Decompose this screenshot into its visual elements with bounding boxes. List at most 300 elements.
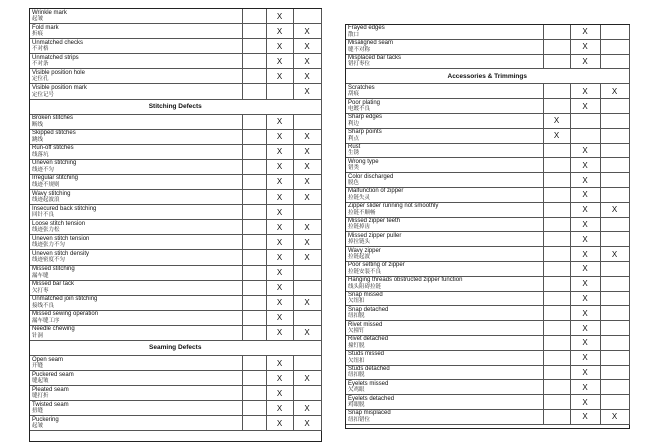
defect-name-en: Frayed edges [348, 25, 385, 32]
defect-name-en: Studs detached [348, 365, 390, 372]
severity-mark-cell [242, 265, 266, 280]
severity-mark-cell [293, 265, 321, 280]
severity-mark-cell: X [266, 416, 293, 431]
defect-name-en: Eyelets missed [348, 380, 389, 387]
defect-row [346, 395, 629, 410]
severity-mark-cell [543, 380, 570, 395]
severity-mark-cell [242, 386, 266, 401]
defect-name-en: Broken stitches [32, 115, 74, 122]
defect-label-cell [30, 9, 242, 24]
defect-name-en: Wavy zipper [348, 247, 381, 254]
defect-row [30, 325, 321, 340]
defect-name-en: Snap misplaced [348, 410, 391, 417]
severity-mark-cell: X [266, 39, 293, 54]
severity-mark-cell [543, 54, 570, 69]
defect-label-cell [30, 39, 242, 54]
defect-row [30, 114, 321, 129]
defect-name-zh: 折痕 [32, 31, 44, 38]
defect-label-cell [346, 291, 543, 306]
defect-name-en: Rivet detached [348, 336, 389, 343]
severity-mark-cell [543, 232, 570, 247]
severity-mark-cell [242, 250, 266, 265]
defect-label-cell [346, 395, 543, 410]
defect-row [30, 386, 321, 401]
defect-name-zh: 纽扣脱 [348, 313, 365, 320]
defect-name-zh: 拉链起波 [348, 254, 371, 261]
severity-mark-cell: X [570, 25, 600, 39]
defect-name-zh: 开缝 [32, 363, 44, 370]
severity-mark-cell [242, 129, 266, 144]
section-title: Accessories & Trimmings [346, 69, 629, 84]
defect-name-en: Puckered seam [32, 371, 74, 378]
severity-mark-cell [600, 173, 629, 188]
severity-mark-cell [600, 232, 629, 247]
defect-name-zh: 欠鸡眼 [348, 387, 365, 394]
defect-name-en: Hanging threads obstructed zipper function [348, 277, 463, 284]
severity-mark-cell [543, 247, 570, 262]
defect-row [30, 295, 321, 310]
severity-mark-cell [242, 9, 266, 24]
severity-mark-cell: X [293, 190, 321, 205]
section-title: Stitching Defects [30, 99, 321, 114]
severity-mark-cell [242, 325, 266, 340]
severity-mark-cell [543, 84, 570, 99]
defect-name-en: Misaligned seam [348, 40, 394, 47]
defect-label-cell [346, 39, 543, 54]
severity-mark-cell: X [293, 401, 321, 416]
defect-name-en: Rust [348, 143, 361, 150]
right-defect-sheet [345, 24, 630, 429]
defect-row [346, 247, 629, 262]
defect-label-cell [346, 380, 543, 395]
severity-mark-cell [600, 395, 629, 410]
defect-row [346, 158, 629, 173]
defect-name-zh: 接线不良 [32, 302, 55, 309]
severity-mark-cell: X [543, 113, 570, 128]
severity-mark-cell: X [266, 325, 293, 340]
defect-row [30, 129, 321, 144]
severity-mark-cell [600, 261, 629, 276]
defect-row [346, 261, 629, 276]
defect-row [30, 84, 321, 99]
defect-label-cell [30, 54, 242, 69]
defect-name-zh: 电镀不良 [348, 106, 371, 113]
severity-mark-cell [600, 365, 629, 380]
defect-name-zh: 漏车缝 [32, 272, 49, 279]
severity-mark-cell [242, 355, 266, 370]
defect-label-cell [30, 129, 242, 144]
severity-mark-cell: X [266, 355, 293, 370]
severity-mark-cell [600, 143, 629, 158]
severity-mark-cell: X [293, 84, 321, 99]
defect-name-zh: 拉链不顺畅 [348, 209, 376, 216]
defect-name-en: Unmatched strips [32, 54, 79, 61]
severity-mark-cell [543, 143, 570, 158]
severity-mark-cell: X [266, 386, 293, 401]
defect-name-zh: 线迹起波浪 [32, 197, 60, 204]
defect-name-en: Visible position hole [32, 69, 85, 76]
defect-label-cell [346, 54, 543, 69]
defect-label-cell [30, 401, 242, 416]
defect-name-zh: 纽扣脱 [348, 372, 365, 379]
severity-mark-cell: X [266, 205, 293, 220]
defect-name-zh: 拉链安装不良 [348, 268, 382, 275]
defect-name-en: Misplaced bar tacks [348, 54, 402, 61]
severity-mark-cell: X [570, 84, 600, 99]
severity-mark-cell: X [570, 306, 600, 321]
defect-name-en: Sharp points [348, 129, 382, 136]
severity-mark-cell: X [600, 202, 629, 217]
severity-mark-cell [242, 280, 266, 295]
severity-mark-cell: X [266, 190, 293, 205]
defect-label-cell [30, 220, 242, 235]
defect-name-zh: 针洞 [32, 332, 44, 339]
severity-mark-cell: X [266, 280, 293, 295]
severity-mark-cell: X [266, 235, 293, 250]
defect-label-cell [30, 190, 242, 205]
severity-mark-cell: X [293, 144, 321, 159]
severity-mark-cell [600, 25, 629, 39]
defect-row [346, 128, 629, 143]
defect-label-cell [30, 416, 242, 431]
severity-mark-cell: X [293, 325, 321, 340]
defect-label-cell [30, 280, 242, 295]
defect-label-cell [346, 84, 543, 99]
defect-label-cell [346, 143, 543, 158]
defect-name-zh: 缝起皱 [32, 378, 49, 385]
defect-row [346, 321, 629, 336]
severity-mark-cell: X [293, 250, 321, 265]
severity-mark-cell [242, 416, 266, 431]
defect-name-zh: 欠纽扣 [348, 357, 365, 364]
defect-label-cell [30, 325, 242, 340]
severity-mark-cell [600, 276, 629, 291]
severity-mark-cell [600, 335, 629, 350]
defect-name-en: Missed zipper teeth [348, 217, 401, 224]
defect-name-zh: 错类 [348, 165, 360, 172]
defect-name-en: Missed stitching [32, 266, 75, 273]
severity-mark-cell: X [293, 24, 321, 39]
defect-label-cell [30, 144, 242, 159]
defect-row [346, 350, 629, 365]
defect-name-en: Missed zipper puller [348, 232, 402, 239]
defect-name-en: Skipped stitches [32, 130, 76, 137]
defect-name-en: Missed sewing operation [32, 311, 99, 318]
defect-name-zh: 拉链失灵 [348, 194, 371, 201]
defect-row [30, 310, 321, 325]
severity-mark-cell [242, 310, 266, 325]
severity-mark-cell: X [266, 174, 293, 189]
severity-mark-cell [543, 335, 570, 350]
severity-mark-cell: X [570, 217, 600, 232]
defect-name-en: Wavy stitching [32, 190, 71, 197]
defect-label-cell [30, 174, 242, 189]
defect-name-en: Irregular stitching [32, 175, 79, 182]
defect-row [346, 409, 629, 424]
defect-row [346, 173, 629, 188]
severity-mark-cell [242, 69, 266, 84]
defect-name-zh: 纽扣错位 [348, 416, 371, 423]
defect-name-en: Eyelets detached [348, 395, 395, 402]
severity-mark-cell: X [266, 144, 293, 159]
severity-mark-cell [242, 174, 266, 189]
section-header-row [30, 340, 321, 355]
defect-row [30, 250, 321, 265]
defect-label-cell [346, 335, 543, 350]
severity-mark-cell: X [293, 69, 321, 84]
severity-mark-cell [543, 217, 570, 232]
defect-name-zh: 断线 [32, 121, 44, 128]
severity-mark-cell [543, 395, 570, 410]
defect-name-zh: 错打枣位 [348, 61, 371, 68]
severity-mark-cell [600, 99, 629, 114]
defect-row [30, 401, 321, 416]
defect-name-en: Pleated seam [32, 386, 69, 393]
defect-name-zh: 不对格 [32, 46, 49, 53]
severity-mark-cell: X [266, 54, 293, 69]
severity-mark-cell: X [570, 291, 600, 306]
severity-mark-cell: X [570, 54, 600, 69]
defect-name-zh: 不对条 [32, 61, 49, 68]
defect-row [346, 113, 629, 128]
defect-name-en: Color discharged [348, 173, 394, 180]
severity-mark-cell [242, 235, 266, 250]
severity-mark-cell: X [600, 247, 629, 262]
severity-mark-cell [600, 54, 629, 69]
severity-mark-cell: X [570, 350, 600, 365]
defect-name-en: Puckering [32, 416, 59, 423]
left-defect-sheet [29, 8, 322, 442]
defect-label-cell [30, 205, 242, 220]
severity-mark-cell [600, 306, 629, 321]
defect-name-en: Run-off stitches [32, 145, 74, 152]
severity-mark-cell [543, 306, 570, 321]
severity-mark-cell [600, 158, 629, 173]
severity-mark-cell [543, 350, 570, 365]
defect-label-cell [30, 84, 242, 99]
defect-name-en: Malfunction of zipper [348, 188, 404, 195]
defect-name-en: Needle chewing [32, 326, 75, 333]
severity-mark-cell: X [293, 220, 321, 235]
defect-label-cell [346, 99, 543, 114]
severity-mark-cell: X [266, 9, 293, 24]
severity-mark-cell: X [293, 416, 321, 431]
defect-name-en: Snap detached [348, 306, 389, 313]
defect-row [30, 190, 321, 205]
defect-name-en: Loose stitch tension [32, 220, 86, 227]
severity-mark-cell: X [570, 321, 600, 336]
defect-name-en: Unmatched join stitching [32, 296, 98, 303]
defect-name-zh: 利点 [348, 135, 360, 142]
defect-row [346, 232, 629, 247]
severity-mark-cell [600, 321, 629, 336]
defect-name-zh: 起皱 [32, 423, 44, 430]
severity-mark-cell: X [293, 54, 321, 69]
defect-row [346, 380, 629, 395]
severity-mark-cell: X [600, 409, 629, 424]
defect-row [30, 9, 321, 24]
defect-name-en: Scratches [348, 84, 375, 91]
severity-mark-cell: X [570, 395, 600, 410]
severity-mark-cell [543, 99, 570, 114]
severity-mark-cell [293, 280, 321, 295]
severity-mark-cell [293, 355, 321, 370]
defect-label-cell [30, 386, 242, 401]
severity-mark-cell [242, 144, 266, 159]
defect-label-cell [30, 265, 242, 280]
defect-name-en: Visible position mark [32, 85, 87, 92]
defect-row [346, 143, 629, 158]
severity-mark-cell: X [266, 24, 293, 39]
defect-name-zh: 鸡眼脱 [348, 402, 365, 409]
severity-mark-cell [570, 128, 600, 143]
section-header-row [346, 69, 629, 84]
defect-label-cell [346, 261, 543, 276]
defect-row [346, 54, 629, 69]
defect-name-zh: 生锈 [348, 150, 360, 157]
severity-mark-cell [600, 113, 629, 128]
defect-name-en: Fold mark [32, 24, 59, 31]
defect-name-en: Wrong type [348, 158, 379, 165]
severity-mark-cell [242, 24, 266, 39]
defect-label-cell [346, 247, 543, 262]
defect-name-zh: 欠打枣 [32, 287, 49, 294]
severity-mark-cell: X [570, 365, 600, 380]
severity-mark-cell: X [293, 371, 321, 386]
severity-mark-cell [600, 380, 629, 395]
severity-mark-cell [543, 276, 570, 291]
defect-label-cell [346, 202, 543, 217]
defect-name-zh: 扭缝 [32, 408, 44, 415]
severity-mark-cell [242, 205, 266, 220]
defect-row [346, 365, 629, 380]
severity-mark-cell [293, 310, 321, 325]
defect-row [30, 144, 321, 159]
defect-name-zh: 起皱 [32, 16, 44, 23]
severity-mark-cell: X [266, 129, 293, 144]
defect-name-zh: 线迹密度不匀 [32, 257, 66, 264]
section-title: Seaming Defects [30, 340, 321, 355]
severity-mark-cell: X [570, 39, 600, 54]
severity-mark-cell: X [266, 371, 293, 386]
severity-mark-cell: X [266, 220, 293, 235]
severity-mark-cell [543, 25, 570, 39]
defect-row [30, 54, 321, 69]
defect-name-zh: 欠撞钉 [348, 328, 365, 335]
defect-row [30, 205, 321, 220]
defect-name-zh: 漏车缝工序 [32, 317, 60, 324]
severity-mark-cell: X [570, 158, 600, 173]
defect-name-zh: 回针不良 [32, 212, 55, 219]
defect-label-cell [346, 187, 543, 202]
severity-mark-cell [543, 291, 570, 306]
defect-name-en: Rivet missed [348, 321, 383, 328]
severity-mark-cell: X [570, 202, 600, 217]
defect-name-zh: 定位记号 [32, 91, 55, 98]
severity-mark-cell: X [266, 401, 293, 416]
severity-mark-cell [242, 159, 266, 174]
defect-label-cell [30, 310, 242, 325]
defect-label-cell [30, 159, 242, 174]
defect-label-cell [346, 365, 543, 380]
defect-name-zh: 欠纽扣 [348, 298, 365, 305]
severity-mark-cell: X [570, 187, 600, 202]
defect-row [346, 291, 629, 306]
severity-mark-cell: X [266, 295, 293, 310]
defect-label-cell [346, 158, 543, 173]
defect-name-zh: 撞钉脱 [348, 342, 365, 349]
defect-name-zh: 拉链掉齿 [348, 224, 371, 231]
severity-mark-cell: X [293, 129, 321, 144]
severity-mark-cell [242, 190, 266, 205]
defect-name-en: Snap missed [348, 291, 383, 298]
defect-name-zh: 线迹不规则 [32, 181, 60, 188]
severity-mark-cell [242, 401, 266, 416]
severity-mark-cell: X [570, 232, 600, 247]
severity-mark-cell [543, 261, 570, 276]
defect-row [346, 306, 629, 321]
defect-label-cell [346, 306, 543, 321]
defect-name-en: Sharp edges [348, 114, 383, 121]
defect-label-cell [346, 321, 543, 336]
defect-row [346, 202, 629, 217]
defect-name-en: Poor plating [348, 99, 381, 106]
defect-name-en: Wrinkle mark [32, 9, 67, 16]
severity-mark-cell [543, 158, 570, 173]
defect-name-zh: 线迹张力松 [32, 227, 60, 234]
severity-mark-cell [293, 114, 321, 129]
severity-mark-cell [266, 84, 293, 99]
defect-row [346, 39, 629, 54]
severity-mark-cell: X [600, 84, 629, 99]
severity-mark-cell: X [570, 247, 600, 262]
defect-name-zh: 线头阻碍拉链 [348, 283, 382, 290]
defect-label-cell [30, 250, 242, 265]
severity-mark-cell: X [570, 276, 600, 291]
defect-name-zh: 线迹张力不匀 [32, 242, 66, 249]
defect-row [30, 159, 321, 174]
severity-mark-cell [543, 202, 570, 217]
severity-mark-cell [600, 217, 629, 232]
defect-label-cell [346, 350, 543, 365]
severity-mark-cell [543, 365, 570, 380]
severity-mark-cell [600, 350, 629, 365]
severity-mark-cell: X [570, 335, 600, 350]
defect-name-zh: 刮痕 [348, 91, 360, 98]
defect-table-left [30, 9, 322, 431]
defect-label-cell [346, 232, 543, 247]
severity-mark-cell: X [266, 159, 293, 174]
defect-label-cell [346, 113, 543, 128]
severity-mark-cell [242, 220, 266, 235]
defect-row [346, 217, 629, 232]
defect-name-en: Twisted seam [32, 401, 69, 408]
severity-mark-cell [543, 321, 570, 336]
severity-mark-cell [293, 205, 321, 220]
defect-label-cell [30, 114, 242, 129]
severity-mark-cell [242, 114, 266, 129]
severity-mark-cell: X [570, 99, 600, 114]
defect-name-en: Missed bar tack [32, 281, 75, 288]
severity-mark-cell: X [293, 159, 321, 174]
defect-row [30, 280, 321, 295]
severity-mark-cell: X [266, 69, 293, 84]
severity-mark-cell: X [293, 174, 321, 189]
severity-mark-cell [600, 39, 629, 54]
defect-name-zh: 掉拉链头 [348, 239, 371, 246]
defect-name-en: Zipper slider running not smoothly [348, 203, 439, 210]
severity-mark-cell [570, 113, 600, 128]
